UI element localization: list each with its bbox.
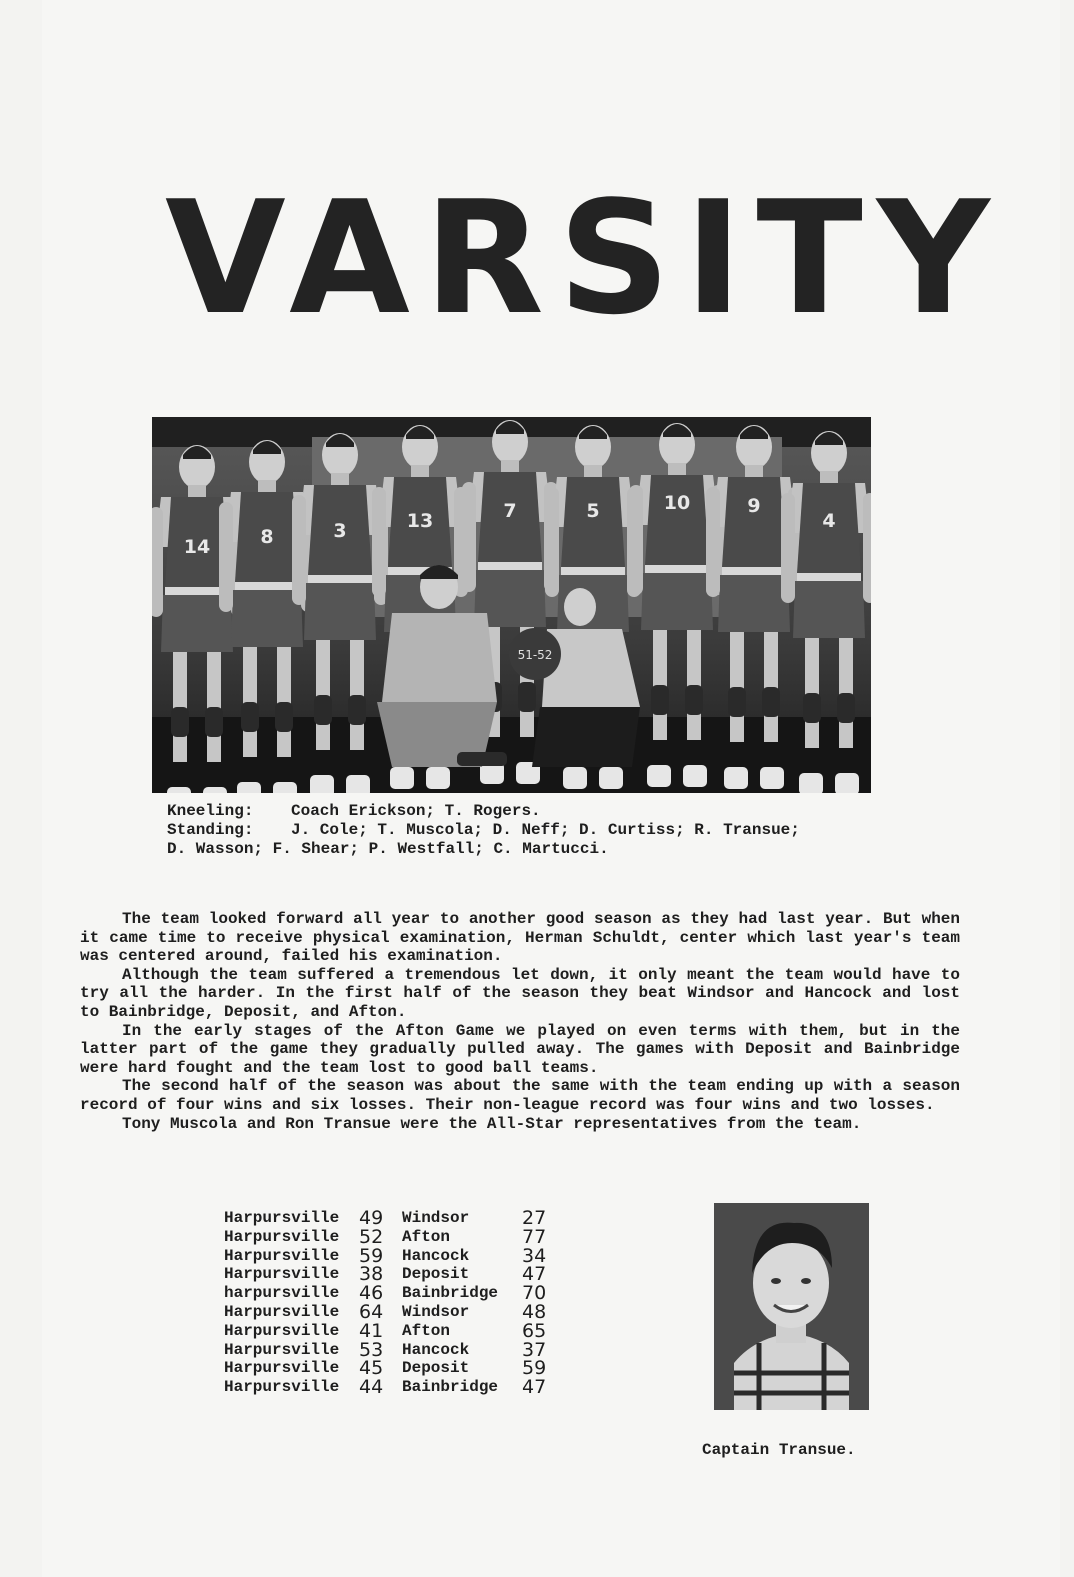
score-row xyxy=(224,1338,562,1361)
home-score: 64 xyxy=(359,1300,384,1323)
home-score: 45 xyxy=(359,1357,384,1380)
opponent-score: 37 xyxy=(522,1338,547,1361)
opponent-score: 27 xyxy=(522,1207,547,1229)
opponent: Bainbridge xyxy=(402,1284,499,1303)
home-score: 44 xyxy=(359,1376,384,1399)
score-row xyxy=(224,1319,562,1342)
opponent-score: 47 xyxy=(522,1376,547,1399)
jersey-number: 3 xyxy=(333,520,347,542)
jersey-number: 4 xyxy=(822,510,836,532)
caption-standing-line xyxy=(167,821,927,840)
captain-caption: Captain Transue. xyxy=(702,1441,856,1459)
opponent-score: 34 xyxy=(522,1244,547,1267)
home-score: 59 xyxy=(359,1244,384,1267)
summary-paragraph: Tony Muscola and Ron Transue were the All-Star representatives from the team. xyxy=(122,1114,862,1133)
score-row xyxy=(224,1244,562,1267)
captain-portrait-illustration xyxy=(714,1203,869,1410)
home-team: Harpursville xyxy=(224,1378,340,1397)
opponent-score: 70 xyxy=(522,1282,547,1305)
opponent: Afton xyxy=(402,1227,451,1246)
score-row xyxy=(224,1225,562,1248)
opponent: Windsor xyxy=(402,1302,470,1321)
jersey-number: 9 xyxy=(747,495,761,517)
jersey-number: 13 xyxy=(406,510,434,532)
score-row xyxy=(224,1378,562,1397)
jersey-number: 7 xyxy=(503,500,517,522)
opponent-score: 48 xyxy=(522,1300,547,1323)
opponent-score: 47 xyxy=(522,1263,547,1286)
home-team: Harpursville xyxy=(224,1246,340,1265)
home-team: Harpursville xyxy=(224,1340,340,1359)
home-score: 52 xyxy=(359,1225,384,1248)
home-team: Harpursville xyxy=(224,1227,340,1246)
summary-paragraph: In the early stages of the Afton Game we played on even terms with them, but in the latter part of the game they gradually pulled away. The games with Deposit and Bainbridge were hard fought and the team lost to good ball teams. xyxy=(80,1021,960,1077)
caption-standing-names-1: J. Cole; T. Muscola; D. Neff; D. Curtiss; R. Transue; xyxy=(291,821,800,839)
captain-photo xyxy=(714,1203,869,1410)
summary-paragraph: The second half of the season was about the same with the team ending up with a season record of four wins and six losses. Their non-league record was four wins and two losses. xyxy=(80,1077,960,1114)
jersey-number: 14 xyxy=(183,536,211,558)
home-team: Harpursville xyxy=(224,1321,340,1340)
caption-kneeling-names: Coach Erickson; T. Rogers. xyxy=(291,802,541,820)
caption-kneeling-line xyxy=(167,802,927,821)
page-title: VARSITY xyxy=(165,167,1004,349)
caption-kneeling-label: Kneeling: xyxy=(167,802,254,820)
opponent: Hancock xyxy=(402,1246,470,1265)
team-photo xyxy=(152,417,871,793)
opponent-score: 77 xyxy=(522,1225,547,1248)
home-score: 38 xyxy=(359,1263,384,1286)
score-row xyxy=(224,1265,562,1284)
opponent: Bainbridge xyxy=(402,1378,499,1397)
score-row xyxy=(224,1284,562,1303)
home-score: 46 xyxy=(359,1282,384,1305)
home-team: Harpursville xyxy=(224,1302,340,1321)
home-score: 49 xyxy=(359,1207,384,1229)
caption-standing-names-2: D. Wasson; F. Shear; P. Westfall; C. Martucci. xyxy=(167,840,609,858)
opponent: Deposit xyxy=(402,1265,470,1284)
opponent: Windsor xyxy=(402,1209,470,1227)
home-team: harpursville xyxy=(224,1284,340,1303)
opponent: Hancock xyxy=(402,1340,470,1359)
basketball-label: 51-52 xyxy=(517,648,553,662)
caption-standing-line-2 xyxy=(167,840,927,859)
team-photo-illustration xyxy=(152,417,871,793)
home-score: 53 xyxy=(359,1338,384,1361)
home-team: Harpursville xyxy=(224,1209,340,1227)
home-team: Harpursville xyxy=(224,1265,340,1284)
season-summary xyxy=(80,910,960,1133)
jersey-number: 10 xyxy=(663,492,691,514)
photo-caption xyxy=(167,802,927,859)
score-table xyxy=(224,1209,562,1397)
jersey-number: 5 xyxy=(586,500,600,522)
home-score: 41 xyxy=(359,1319,384,1342)
score-row xyxy=(224,1300,562,1323)
jersey-number: 8 xyxy=(260,526,274,548)
summary-paragraph: The team looked forward all year to another good season as they had last year. But when it came time to receive physical examination, Herman Schuldt, center which last year's team was centered around, failed his examination. xyxy=(80,910,960,966)
summary-paragraph: Although the team suffered a tremendous let down, it only meant the team would have to try all the harder. In the first half of the season they beat Windsor and Hancock and lost to Bainbridge, Deposit, and Afton. xyxy=(80,965,960,1021)
score-row xyxy=(224,1359,562,1378)
caption-standing-label: Standing: xyxy=(167,821,254,839)
home-team: Harpursville xyxy=(224,1359,340,1378)
opponent: Deposit xyxy=(402,1359,470,1378)
opponent: Afton xyxy=(402,1321,451,1340)
score-row xyxy=(224,1209,562,1228)
opponent-score: 65 xyxy=(522,1319,547,1342)
opponent-score: 59 xyxy=(522,1357,547,1380)
